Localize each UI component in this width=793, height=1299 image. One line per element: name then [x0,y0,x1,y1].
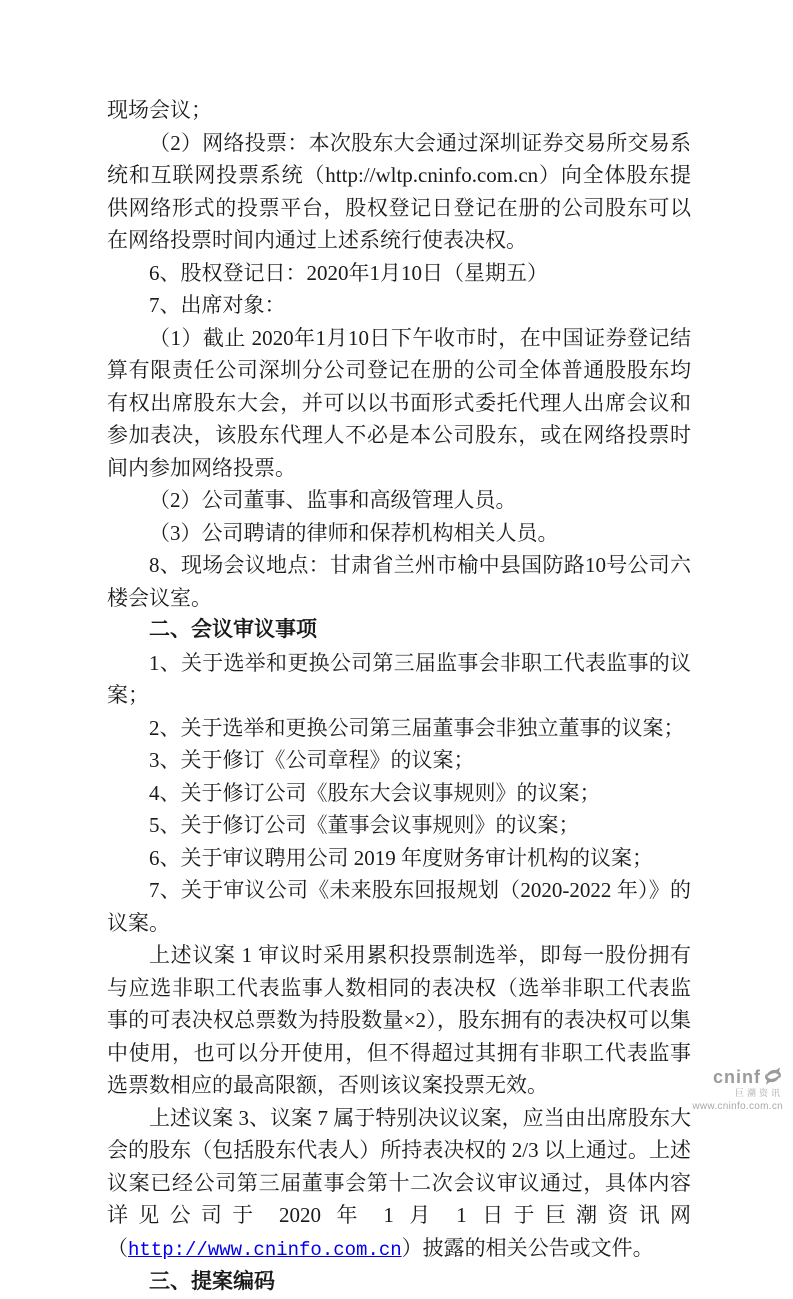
paragraph-attendees-label: 7、出席对象： [149,293,286,317]
paragraph-online-voting: （2）网络投票：本次股东大会通过深圳证券交易所交易系统和互联网投票系统（http://wltp.cninfo.com.cn）向全体股东提供网络形式的投票平台，股权登记日登记在册的公司股东可以在网络投票时间内通过上述系统行使表决权。 [107,130,691,252]
cninfo-logo-text: cninf [713,1066,761,1087]
agenda-item-1: 1、关于选举和更换公司第三届监事会非职工代表监事的议案； [107,650,691,707]
paragraph-cumulative-voting: 上述议案 1 审议时采用累积投票制选举，即每一股份拥有与应选非职工代表监事人数相同的表决权（选举非职工代表监事的可表决权总票数为持股数量×2），股东拥有的表决权可以集中使用，也可以分开使用，但不得超过其拥有非职工代表监事选票数相应的最高限额，否则该议案投票无效。 [107,943,691,1097]
agenda-item-2: 2、关于选举和更换公司第三届董事会非独立董事的议案； [149,715,685,740]
special-resolution-text-after: ）披露的相关公告或文件。 [401,1235,654,1260]
cninfo-logo-url: www.cninfo.com.cn [692,1101,783,1112]
agenda-item-5: 5、关于修订公司《董事会议事规则》的议案； [149,813,580,837]
cninfo-swirl-icon [763,1066,783,1091]
document-content [107,94,691,1299]
paragraph-onsite-meeting-continuation: 现场会议； [107,98,212,122]
paragraph-record-date: 6、股权登记日：2020年1月10日（星期五） [149,260,548,285]
paragraph-meeting-venue: 8、现场会议地点：甘肃省兰州市榆中县国防路10号公司六楼会议室。 [107,553,691,610]
cninfo-logo-top [692,1066,783,1091]
special-resolution-text-before: 上述议案 3、议案 7 属于特别决议议案，应当由出席股东大会的股东（包括股东代表人）所持表决权的 2/3 以上通过。上述议案已经公司第三届董事会第十二次会议审议通过，具体内容详见公司于 2020 年 1 月 1 日于巨潮资讯网（ [107,1105,691,1260]
agenda-item-4: 4、关于修订公司《股东大会议事规则》的议案； [149,780,601,805]
agenda-item-6: 6、关于审议聘用公司 2019 年度财务审计机构的议案； [149,845,653,870]
paragraph-attendee-directors: （2）公司董事、监事和高级管理人员。 [149,488,517,512]
heading-proposal-codes: 三、提案编码 [149,1270,275,1293]
paragraph-attendee-shareholders: （1）截止 2020年1月10日下午收市时，在中国证券登记结算有限责任公司深圳分公司登记在册的公司全体普通股股东均有权出席股东大会，并可以以书面形式委托代理人出席会议和参加表决，该股东代理人不必是本公司股东，或在网络投票时间内参加网络投票。 [107,325,691,480]
paragraph-attendee-lawyers: （3）公司聘请的律师和保荐机构相关人员。 [149,520,559,545]
cninfo-logo-subtitle: 巨潮资讯 [734,1088,783,1099]
agenda-item-3: 3、关于修订《公司章程》的议案； [149,748,475,772]
cninfo-website-link[interactable]: http://www.cninfo.com.cn [128,1238,402,1261]
cninfo-logo [692,1066,783,1112]
agenda-item-7: 7、关于审议公司《未来股东回报规划（2020-2022 年）》的议案。 [107,878,691,935]
paragraph-special-resolution [107,1102,691,1267]
heading-agenda-items: 二、会议审议事项 [149,618,317,641]
